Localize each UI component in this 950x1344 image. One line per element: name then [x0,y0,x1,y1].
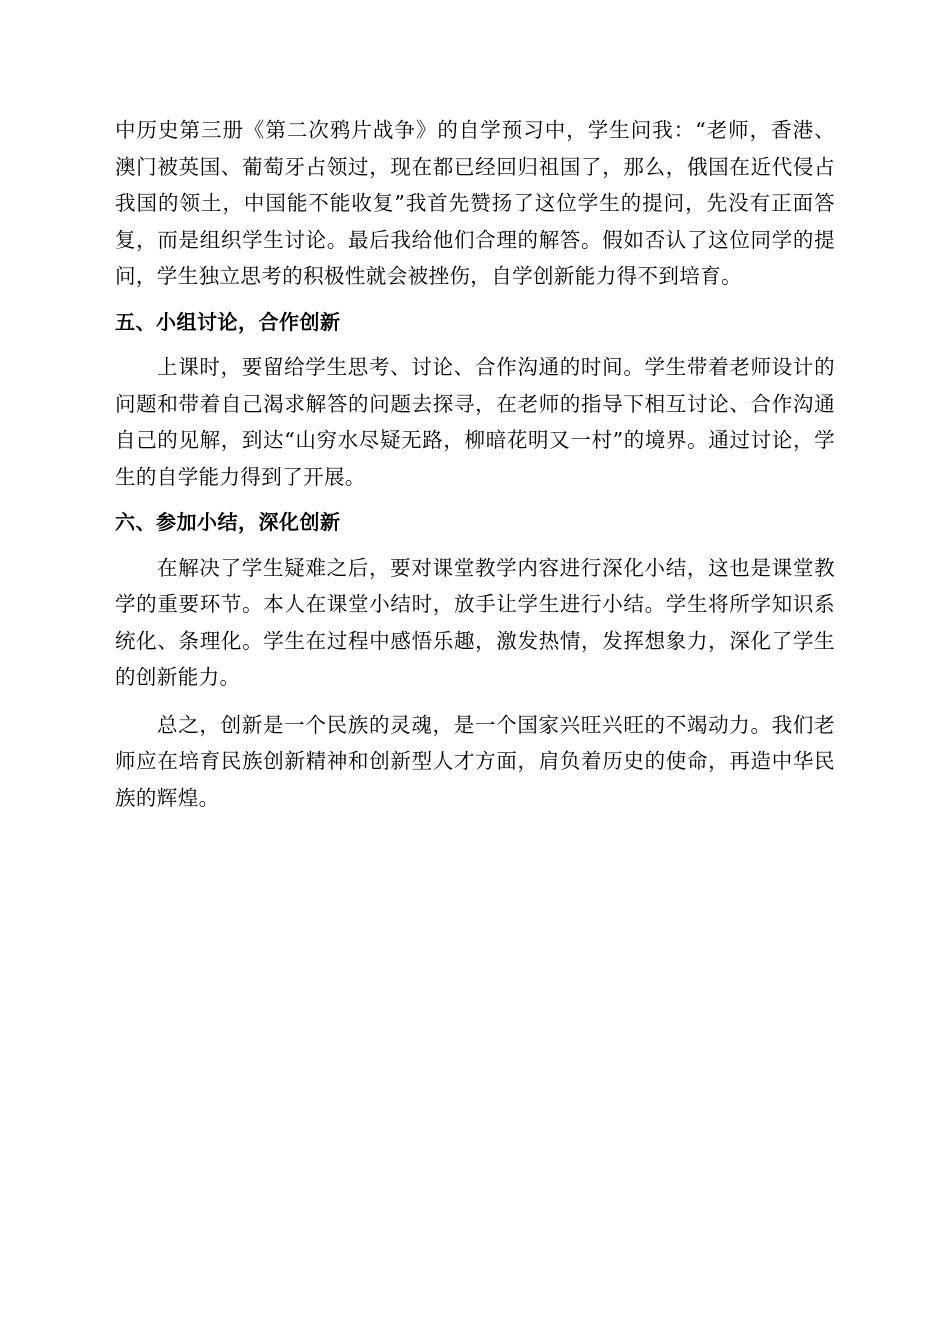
spacer [115,340,835,349]
paragraph-group-discussion: 上课时，要留给学生思考、讨论、合作沟通的时间。学生带着老师设计的问题和带着自己渴求解答的问题去探寻，在老师的指导下相互讨论、合作沟通自己的见解，到达“山穷水尽疑无路，柳暗花明又一村”的境界。通过讨论，学生的自学能力得到了开展。 [115,355,835,489]
spacer [115,295,835,304]
section-heading-group-discussion: 五、小组讨论，合作创新 [115,309,341,334]
section-heading-summary: 六、参加小结，深化创新 [115,510,341,534]
spacer [115,696,835,707]
paragraph-history-question: 中历史第三册《第二次鸦片战争》的自学预习中，学生问我：“老师，香港、澳门被英国、葡萄牙占领过，现在都已经回归祖国了，那么，俄国在近代侵占我国的领土，中国能不能收复”我首先赞扬了这位学生的提问，先没有正面答复，而是组织学生讨论。最后我给他们合理的解答。假如否认了这位同学的提问，学生独立思考的积极性就会被挫伤，自学创新能力得不到培育。 [115,118,835,288]
paragraph-conclusion: 总之，创新是一个民族的灵魂，是一个国家兴旺兴旺的不竭动力。我们老师应在培育民族创新精神和创新型人才方面，肩负着历史的使命，再造中华民族的辉煌。 [115,712,835,810]
spacer [115,541,835,550]
spacer [115,495,835,504]
document-page [115,112,835,816]
paragraph-summary: 在解决了学生疑难之后，要对课堂教学内容进行深化小结，这也是课堂教学的重要环节。本人在课堂小结时，放手让学生进行小结。学生将所学知识系统化、条理化。学生在过程中感悟乐趣，激发热情，发挥想象力，深化了学生的创新能力。 [115,555,835,689]
